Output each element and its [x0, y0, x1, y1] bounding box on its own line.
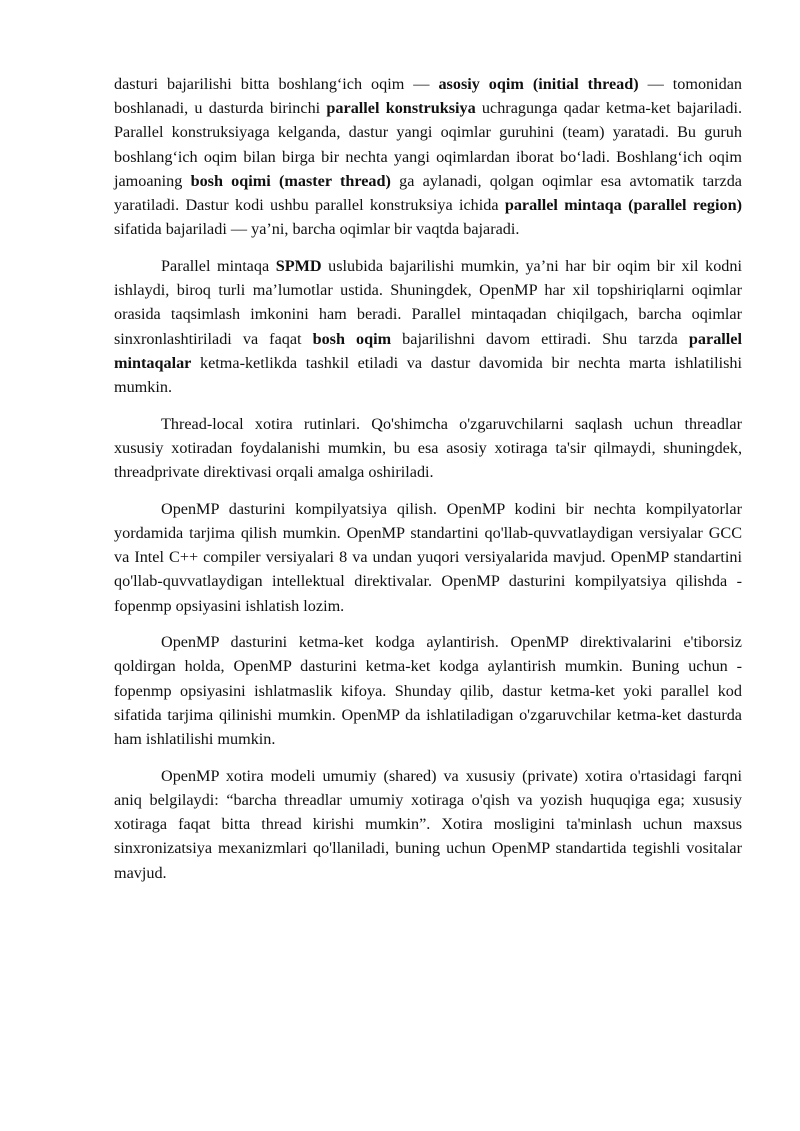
paragraph-3 — [114, 412, 742, 485]
bold-term: asosiy oqim (initial thread) — [438, 75, 639, 93]
text-run: ga aylanadi, qolgan oqimlar esa avtomatik tarzda yaratiladi. Dastur kodi ushbu parallel konstruksiya ichida — [114, 171, 742, 215]
text-run: — tomonidan boshlanadi, u dasturda birinchi — [114, 75, 742, 118]
text-run: Thread-local xotira rutinlari. Qo'shimcha o'zgaruvchilarni saqlash uchun threadlar xususiy xotiradan foydalanishi mumkin, bu esa asosiy xotiraga ta'sir qilmaydi, shuningdek, threadprivate direktivasi orqali amalga oshiriladi. — [114, 414, 742, 482]
paragraph-2 — [114, 254, 742, 399]
bold-term: parallel konstruksiya — [326, 99, 476, 118]
paragraph-5 — [114, 630, 742, 751]
document-page — [114, 72, 742, 897]
text-run: bajarilishni davom ettiradi. Shu tarzda — [391, 329, 689, 348]
text-run: sifatida bajariladi — ya’ni, barcha oqimlar bir vaqtda bajaradi. — [114, 220, 520, 239]
text-run: OpenMP dasturini kompilyatsiya qilish. OpenMP kodini bir nechta kompilyatorlar yordamida tarjima qilish mumkin. OpenMP standartini qo'llab-quvvatlaydigan versiyalar GCC va Intel C++ compiler versiyalari 8 va undan yuqori versiyalarida mavjud. OpenMP standartini qo'llab-quvvatlaydigan intellektual direktivalar. OpenMP dasturini kompilyatsiya qilishda -fopenmp opsiyasini ishlatish lozim. — [114, 499, 742, 615]
text-run: uchragunga qadar ketma-ket bajariladi. Parallel konstruksiyaga kelganda, dastur yangi oqimlar guruhini (team) yaratadi. Bu guruh boshlang‘ich oqim bilan birga bir nechta yangi oqimlardan iborat bo‘ladi. Boshlang‘ich oqim jamoaning — [114, 99, 742, 190]
text-run: ketma-ketlikda tashkil etiladi va dastur davomida bir nechta marta ishlatilishi mumkin. — [114, 353, 742, 396]
paragraph-6 — [114, 764, 742, 885]
bold-term: bosh oqimi (master thread) — [190, 171, 391, 190]
text-run: OpenMP dasturini ketma-ket kodga aylantirish. OpenMP direktivalarini e'tiborsiz qoldirgan holda, OpenMP dasturini ketma-ket kodga aylantirish mumkin. Buning uchun -fopenmp opsiyasini ishlatmaslik kifoya. Shunday qilib, dastur ketma-ket yoki parallel kod sifatida tarjima qilinishi mumkin. OpenMP da ishlatiladigan o'zgaruvchilar ketma-ket dasturda ham ishlatilishi mumkin. — [114, 633, 742, 749]
text-run: OpenMP xotira modeli umumiy (shared) va xususiy (private) xotira o'rtasidagi farqni aniq belgilaydi: “barcha threadlar umumiy xotiraga o'qish va yozish huquqiga ega; xususiy xotiraga faqat bitta thread kirishi mumkin”. Xotira mosligini ta'minlash uchun maxsus sinxronizatsiya mexanizmlari qo'llaniladi, buning uchun OpenMP standartida tegishli vositalar mavjud. — [114, 766, 742, 882]
text-run: uslubida bajarilishi mumkin, ya’ni har bir oqim bir xil kodni ishlaydi, biroq turli ma’lumotlar ustida. Shuningdek, OpenMP har xil topshiriqlarni oqimlar orasida taqsimlash imkonini ham beradi. Parallel mintaqadan chiqilgach, barcha oqimlar sinxronlashtiriladi va faqat — [114, 256, 742, 348]
bold-term: SPMD — [275, 256, 322, 275]
paragraph-1 — [114, 72, 742, 241]
bold-term: parallel mintaqalar — [114, 329, 742, 372]
bold-term: bosh oqim — [312, 329, 392, 348]
text-run: dasturi bajarilishi bitta boshlang‘ich oqim — — [114, 75, 439, 93]
bold-term: parallel mintaqa (parallel region) — [504, 196, 742, 215]
paragraph-4 — [114, 497, 742, 618]
text-run: Parallel mintaqa — [161, 256, 276, 275]
